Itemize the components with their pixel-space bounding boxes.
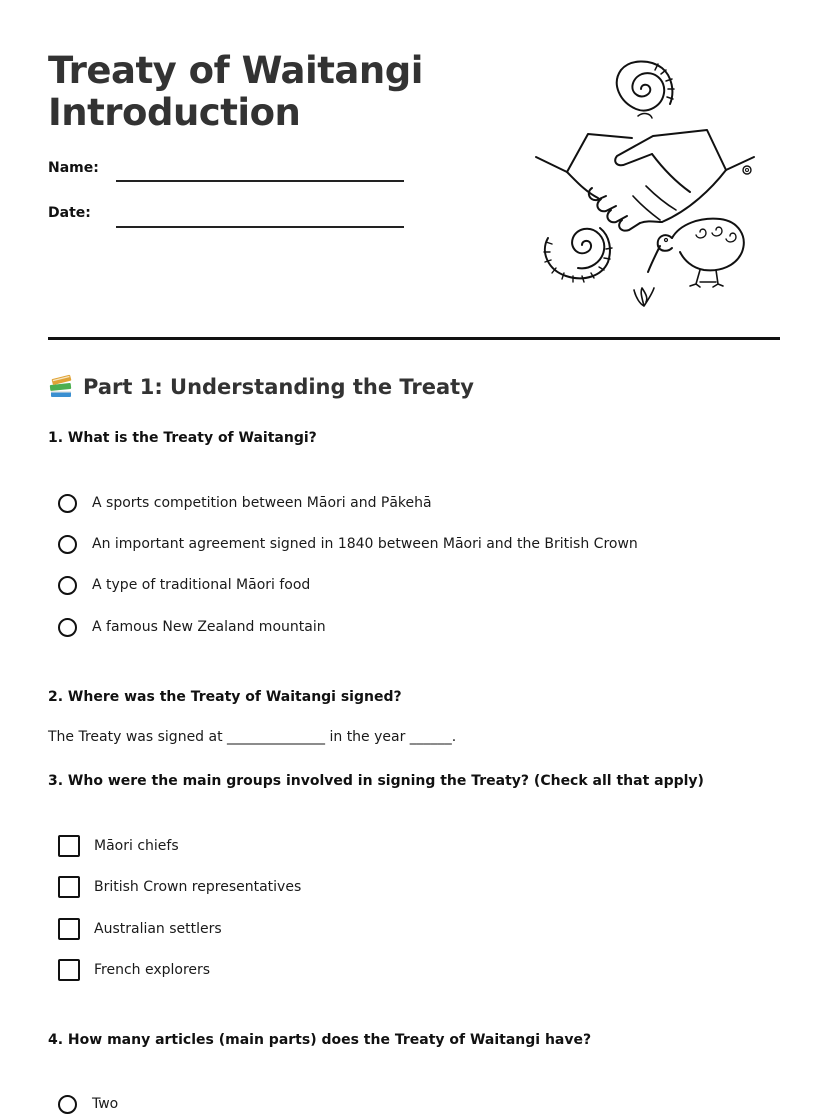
q2-fill-in-text[interactable]: The Treaty was signed at ______________ in the year ______. xyxy=(48,729,457,745)
header-divider xyxy=(48,337,780,340)
question-3: 3. Who were the main groups involved in signing the Treaty? (Check all that apply) xyxy=(48,773,704,789)
q3-option-1[interactable] xyxy=(58,833,179,859)
option-label: French explorers xyxy=(94,962,211,978)
q3-option-2[interactable] xyxy=(58,874,301,900)
question-1: 1. What is the Treaty of Waitangi? xyxy=(48,430,317,446)
koru-spiral-icon xyxy=(617,61,674,118)
kiwi-bird-icon xyxy=(648,219,744,287)
part1-heading-text: Part 1: Understanding the Treaty xyxy=(83,375,474,399)
checkbox[interactable] xyxy=(58,918,80,940)
option-label: British Crown representatives xyxy=(94,879,302,895)
radio-button[interactable] xyxy=(58,1095,77,1114)
option-label: Australian settlers xyxy=(94,921,222,937)
question-2: 2. Where was the Treaty of Waitangi signed? xyxy=(48,689,402,705)
part1-heading xyxy=(48,374,474,400)
treaty-illustration xyxy=(530,58,762,314)
worksheet-title xyxy=(48,50,423,134)
question-4: 4. How many articles (main parts) does the Treaty of Waitangi have? xyxy=(48,1032,592,1048)
option-label: Two xyxy=(92,1096,119,1112)
handshake-icon xyxy=(536,130,754,231)
checkbox[interactable] xyxy=(58,876,80,898)
books-icon xyxy=(48,374,74,400)
q1-option-2[interactable] xyxy=(58,531,638,557)
q1-option-4[interactable] xyxy=(58,614,326,640)
name-field[interactable] xyxy=(116,180,404,182)
checkbox[interactable] xyxy=(58,959,80,981)
q3-option-3[interactable] xyxy=(58,916,222,942)
option-label: A type of traditional Māori food xyxy=(92,577,311,593)
radio-button[interactable] xyxy=(58,618,77,637)
q1-option-3[interactable] xyxy=(58,572,310,598)
q4-option-1[interactable] xyxy=(58,1091,118,1117)
radio-button[interactable] xyxy=(58,494,77,513)
title-line-2: Introduction xyxy=(48,91,301,134)
date-field[interactable] xyxy=(116,226,404,228)
name-label: Name: xyxy=(48,160,99,176)
option-label: An important agreement signed in 1840 between Māori and the British Crown xyxy=(92,536,638,552)
date-label: Date: xyxy=(48,205,91,221)
option-label: Māori chiefs xyxy=(94,838,179,854)
option-label: A famous New Zealand mountain xyxy=(92,619,326,635)
radio-button[interactable] xyxy=(58,576,77,595)
q3-option-4[interactable] xyxy=(58,957,210,983)
q1-option-1[interactable] xyxy=(58,490,432,516)
option-label: A sports competition between Māori and Pākehā xyxy=(92,495,432,511)
koru-shell-icon xyxy=(544,228,612,282)
radio-button[interactable] xyxy=(58,535,77,554)
title-line-1: Treaty of Waitangi xyxy=(48,49,423,92)
checkbox[interactable] xyxy=(58,835,80,857)
small-koru-icon xyxy=(634,288,654,306)
